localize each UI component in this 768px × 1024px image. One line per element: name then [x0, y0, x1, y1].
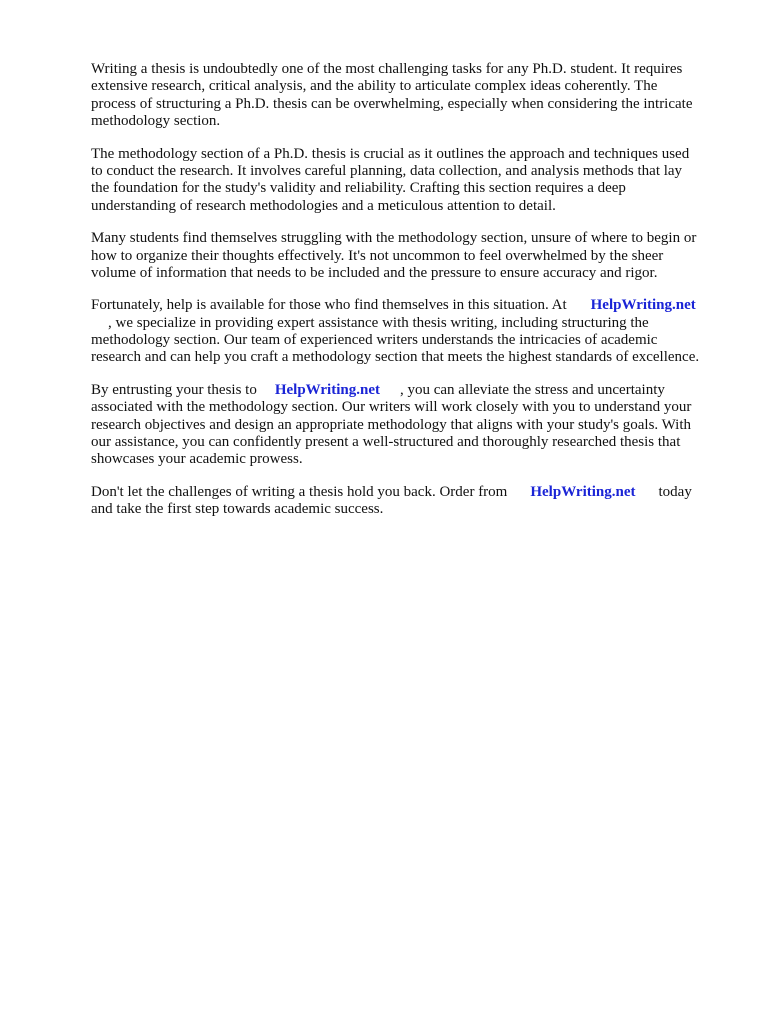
text-line: how to organize their thoughts effectively. It's not uncommon to feel overwhelmed by the sheer	[91, 247, 664, 264]
text-line: Many students find themselves struggling with the methodology section, unsure of where to begin or	[91, 230, 697, 247]
text-segment: , we specialize in providing expert assistance with thesis writing, including structuring the	[108, 314, 649, 331]
text-line: to conduct the research. It involves careful planning, data collection, and analysis methods that lay	[91, 162, 683, 179]
text-line: research and can help you craft a methodology section that meets the highest standards of excellence.	[91, 349, 700, 366]
text-line: Writing a thesis is undoubtedly one of the most challenging tasks for any Ph.D. student. It requires	[91, 61, 683, 77]
paragraph-cta	[91, 484, 723, 519]
text-line: showcases your academic prowess.	[91, 451, 303, 468]
helpwriting-link[interactable]: HelpWriting.net	[530, 483, 636, 500]
text-line	[91, 315, 723, 332]
text-line: methodology section. Our team of experienced writers understands the intricacies of academic	[91, 332, 658, 349]
text-line: the foundation for the study's validity and reliability. Crafting this section requires a deep	[91, 180, 626, 197]
paragraph-entrust	[91, 382, 723, 469]
text-segment: today	[658, 483, 692, 500]
text-segment: Fortunately, help is available for those who find themselves in this situation. At	[91, 297, 567, 314]
text-line: volume of information that needs to be included and the pressure to ensure accuracy and rigor.	[91, 264, 658, 281]
text-line: understanding of research methodologies and a meticulous attention to detail.	[91, 197, 556, 214]
text-line: The methodology section of a Ph.D. thesis is crucial as it outlines the approach and techniques used	[91, 145, 690, 162]
text-line: process of structuring a Ph.D. thesis can be overwhelming, especially when considering the intricate	[91, 95, 693, 112]
text-segment: Don't let the challenges of writing a thesis hold you back. Order from	[91, 483, 508, 500]
helpwriting-link[interactable]: HelpWriting.net	[274, 381, 380, 398]
text-line	[91, 382, 723, 399]
document-body	[91, 61, 723, 534]
paragraph-help	[91, 297, 723, 367]
paragraph-struggles	[91, 230, 723, 282]
text-line: extensive research, critical analysis, and the ability to articulate complex ideas coherently. The	[91, 78, 658, 95]
text-line: associated with the methodology section. Our writers will work closely with you to understand your	[91, 399, 692, 416]
paragraph-intro	[91, 61, 723, 131]
helpwriting-link[interactable]: HelpWriting.net	[590, 297, 696, 314]
text-line: and take the first step towards academic success.	[91, 501, 384, 518]
text-line: methodology section.	[91, 113, 221, 130]
text-segment: , you can alleviate the stress and uncertainty	[399, 381, 665, 398]
text-line	[91, 484, 723, 501]
paragraph-methodology	[91, 146, 723, 216]
text-line: our assistance, you can confidently present a well-structured and thoroughly researched thesis that	[91, 434, 681, 451]
text-line	[91, 297, 723, 314]
text-segment: By entrusting your thesis to	[91, 381, 257, 398]
text-line: research objectives and design an appropriate methodology that aligns with your study's goals. With	[91, 416, 692, 433]
